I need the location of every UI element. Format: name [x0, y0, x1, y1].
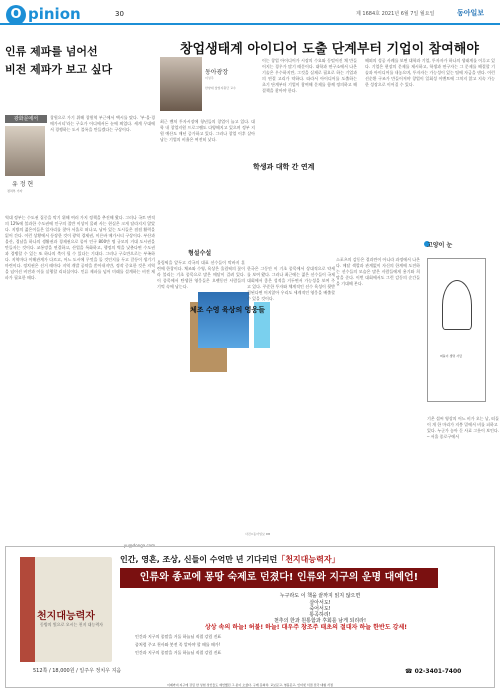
ad-price: 512쪽 / 18,000원 / 일주우 정치우 지음: [33, 668, 122, 674]
feature-caption: 사진=동아일보 DB: [245, 532, 271, 536]
ad-line-3: 죽어서도!: [309, 606, 331, 612]
author-photo: [5, 126, 45, 176]
ad-banner: 인류와 종교에 몽땅 숙제로 던졌다! 인류와 지구의 운명 대예언!: [120, 568, 438, 588]
main-text-a: 최근 벤처 투자시장에 청년들의 창업이 늘고 있다. 대학 내 창업지원 프로그램도 다양해지고 있으며 정부 지원 예산도 매년 증가하고 있다. 그러나 창업 이후 살아남는 기업의 비율은 여전히 낮다.: [160, 119, 255, 142]
page-header: [0, 0, 500, 40]
header-rule: [0, 23, 500, 25]
ad-small-3: 인간과 지구의 종말을 거둘 하늘님 직접 강림 진표: [135, 650, 222, 655]
ad-book-subtitle: 동방의 빛으로 오시는 천지 대능력자: [40, 622, 104, 627]
ad-book-title: 천지대능력자: [37, 611, 95, 622]
feature-headline: 체조 수영 육상의 영웅들: [190, 306, 265, 314]
page-number: 30: [115, 10, 124, 18]
logo-o: O: [6, 5, 26, 25]
feature-text-a: 올림픽을 앞두고 각국의 대표 선수들이 막바지 훈련에 한창이다. 체조와 수영, 육상은 올림픽의 꽃이라 불리는 기초 종목으로 많은 메달이 걸려 있다. 이 종목에서 탄생한 영웅들은 오랫동안 사람들의 기억 속에 남는다.: [157, 260, 245, 289]
main-text-b: 이는 창업 아이디어가 시장의 수요와 동떨어진 채 만들어지는 경우가 많기 때문이다. 대학과 연구소에서 나온 기술은 우수하지만, 그것을 실제로 필요로 하는 기업과의 연결 고리가 약하다. 따라서 아이디어를 도출하는 초기 단계부터 기업이 참여해 문제를 함께 정의하고 해결책을 찾아야 한다.: [262, 58, 357, 93]
logo-text: pinion: [28, 5, 81, 23]
cartoon-figure: [442, 280, 472, 330]
column-section-tag: 광화문에서: [5, 115, 47, 123]
ad-line-5: 천추의 한과 원통함과 후회를 남게 되리라!: [273, 618, 367, 624]
main-text-c: 해외의 성공 사례를 보면 대학과 기업, 투자자가 하나의 생태계를 이루고 있다. 기업은 현장의 문제를 제시하고, 학생과 연구자는 그 문제를 해결할 기술과 아이디어를 내놓으며, 투자자는 가능성이 있는 팀에 자금을 댄다. 이런 선순환 구조가 만들어져야 창업이 일회성 이벤트에 그치지 않고 지속 가능한 성장으로 이어질 수 있다.: [365, 58, 495, 87]
column-title-line1: 인류 제파를 넘어선: [5, 45, 98, 58]
main-author-photo: [160, 57, 202, 111]
cartoon-note: 기온 섭씨 영상의 어느 비가 오는 날, 떠돌이 개 한 마리가 지붕 밑에서 비를 피하고 있다. 누군가 놓아 둔 사료 그릇이 보인다. ─ 서울 종로구에서: [427, 416, 499, 439]
ad-headline: [120, 554, 340, 565]
column-author-sub: 정치부 기자: [7, 189, 23, 193]
column-body-text: 역대 정부는 수도권 집중을 막기 위해 여러 가지 정책을 추진해 왔다. 그러나 국토 면적의 12%에 불과한 수도권에 인구의 절반 이상이 몰려 사는 현실은 크게 달라지지 않았다. 지방의 젊은이들은 일자리를 찾아 서울로 떠나고, 남아 있는 도시들은 점점 활력을 잃어 간다. 이런 상황에서 등장한 것이 광역 경제권, 이른바 메가시티 구상이다. 부산과 울산, 경남을 하나의 생활권과 경제권으로 묶어 인구 800만 명 규모의 거대 도시권을 만들자는 것이다. 교통망을 연결하고, 산업을 특화하고, 행정의 벽을 낮춘다면 수도권과 경쟁할 수 있는 또 하나의 축이 될 수 있다는 기대다. 그러나 구호만으로는 부족하다. 지역마다 이해관계가 다르고, 어느 도시에 무엇을 둘 것인지를 두고 갈등이 생기기 마련이다. 정치권은 선거 때마다 지역 개발 공약을 쏟아내지만, 정작 중요한 것은 지역을 넘어선 비전과 이를 실행할 리더십이다. 인류 제파를 넘어 미래를 설계하는 비전 제파가 필요한 때다.: [5, 215, 155, 280]
ad-red-line: 상상 속의 하늘! 허불! 하늘! 대우주 창조주 태초의 절대자 하늘 한반도 강세!: [204, 624, 407, 631]
column-intro-text: 창원으로 가기 위해 창원역 부근에서 택시를 탔다. '부·울·경 메가시티'라는 구호가 어디에서든 눈에 띄었다. 세계 무대에서 경쟁하는 도시 블록을 만들겠다는 구상이다.: [50, 115, 155, 132]
issue-info: 제 1684호 2021년 6월 7일 월요일: [356, 11, 435, 17]
main-author-role: 한양대 창업지원단 교수: [205, 86, 236, 90]
column-author: 유 정 현: [12, 181, 34, 188]
main-subhead: 학생과 대학 간 연계: [253, 163, 315, 171]
main-section: 동아광장: [205, 69, 229, 76]
column-left: [5, 43, 155, 552]
ad-small-1: 인간과 지구의 종말을 거둘 하늘님 직접 강림 진표: [135, 634, 222, 639]
ad-line-4: 통곡하리!: [309, 612, 331, 618]
ad-bottom-text: 이제까지 지구에 강림 한 성현 성인들도 예언했던 그 분이 오셨다. 구매 문의처: 교보문고, 영풍문고, 인터넷 서점 전국 대형 서점: [167, 683, 333, 687]
column-byline: yu@donga.com: [123, 543, 155, 548]
column-title-line2: 비전 제파가 보고 싶다: [5, 63, 113, 76]
cartoon-caption: 떠돌이 생명 사랑: [439, 354, 463, 358]
feature-section: 형설수설: [188, 250, 212, 257]
feature-photo-swimmer: [198, 292, 249, 348]
main-headline: 창업생태계 아이디어 도출 단계부터 기업이 참여해야: [180, 42, 479, 57]
feature-text-c: 스포츠의 감동은 결과만이 아니라 과정에서 나온다. 메달 색깔과 관계없이 자신의 한계에 도전하는 선수들의 모습은 많은 사람들에게 용기와 희망을 준다. 이번 대회에서도 그런 감동의 순간들을 기대해 본다.: [336, 257, 420, 286]
column-body: [5, 215, 155, 552]
ad-headline-prefix: 인간, 영혼, 조상, 신들이 수억만 년 기다리던: [120, 555, 278, 564]
ad-small-2: 좀처럼 주고 천사와 봇전 꼭 알아야 할 때를 때가!: [135, 642, 221, 647]
ad-line-2: 살아서도!: [309, 600, 331, 606]
paper-name: 동아일보: [457, 9, 485, 17]
main-author: 이성주: [205, 76, 214, 80]
ad-book-spine: [20, 557, 35, 662]
ad-headline-book: 「천지대능력자」: [277, 555, 340, 564]
ad-line-1: 누구라도 이 책을 끝까지 읽지 않으면: [279, 593, 361, 599]
feature-text-b: 한국은 그동안 이 기초 종목에서 상대적으로 약세를 보여 왔다. 그러나 최근에는 젊은 선수들이 국제 대회에서 좋은 성적을 거두면서 가능성을 보여 주고 있다. 꾸준한 투자와 체계적인 선수 육성이 뒷받침된다면 머지않아 우리도 세계적인 영웅을 배출할 수 있을 것이다.: [247, 266, 335, 301]
ad-phone: ☎ 02-3401-7400: [405, 668, 462, 675]
cartoon-section: 고양이 눈: [427, 242, 453, 249]
